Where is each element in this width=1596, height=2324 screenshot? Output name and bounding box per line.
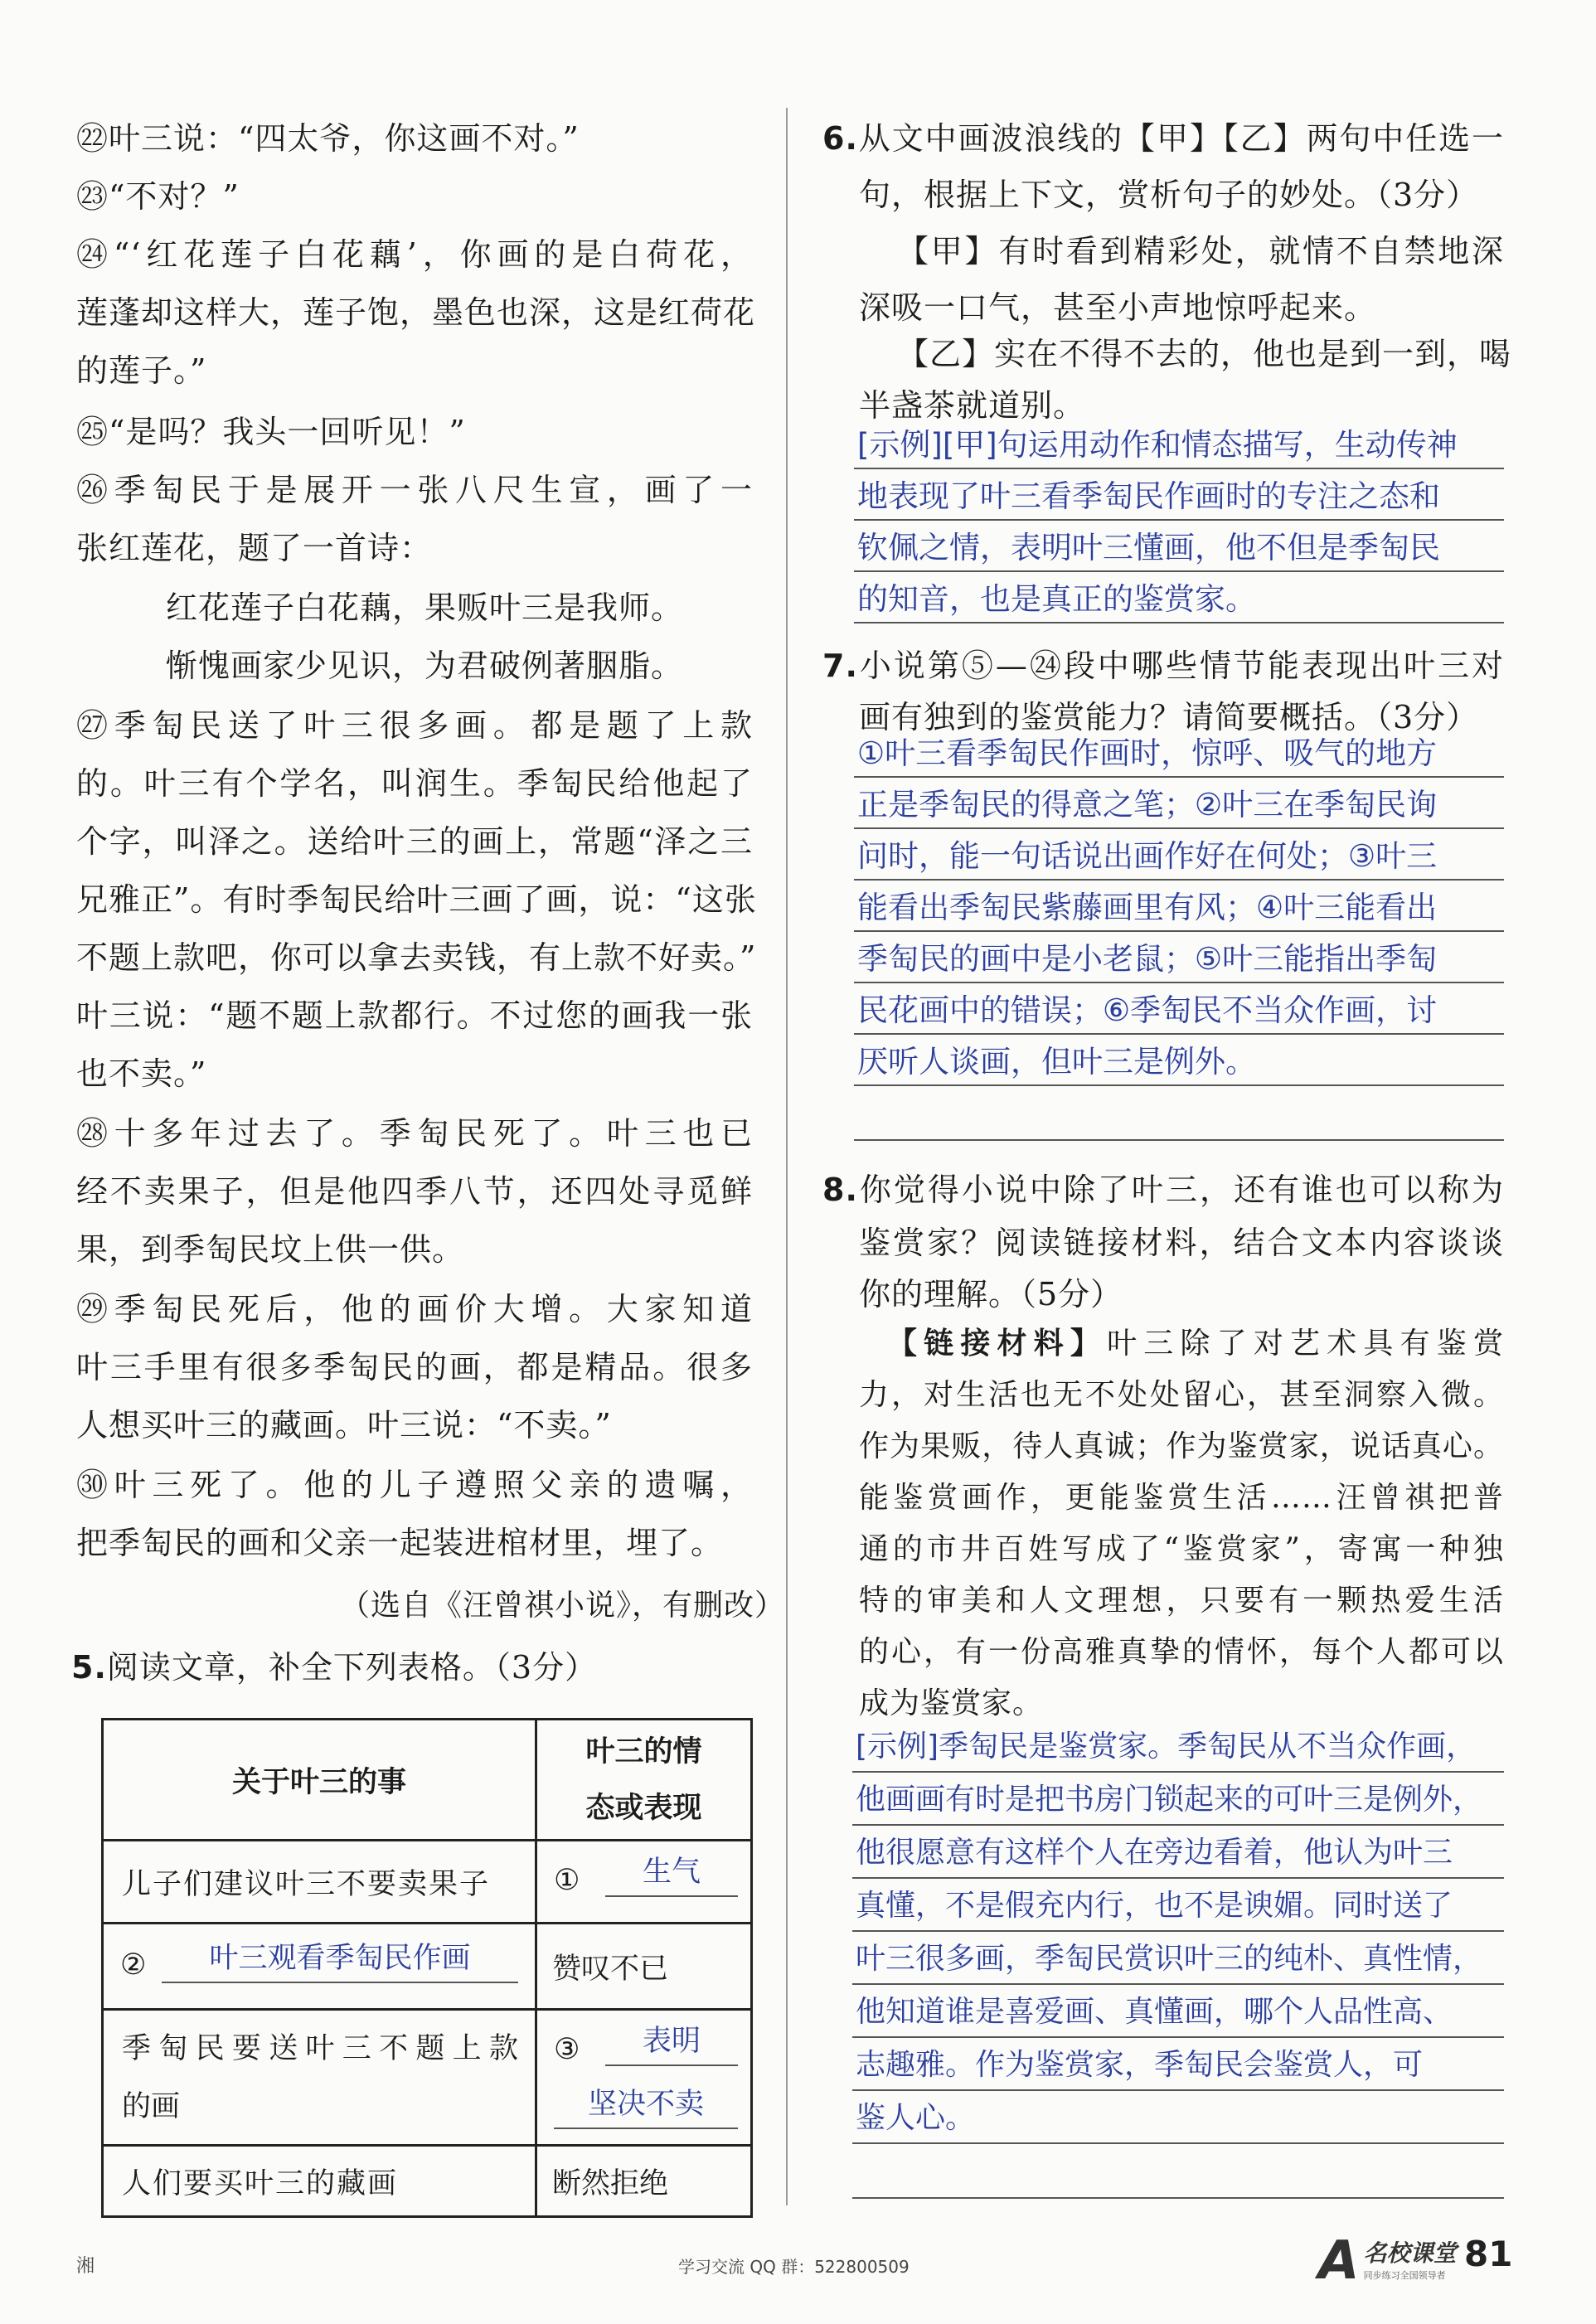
paragraph-27-line1: ㉗季匋民送了叶三很多画。都是题了上款 (76, 707, 753, 744)
blank-mark-3: ③ (554, 2032, 580, 2066)
paragraph-27-line6: 叶三说：“题不题上款都行。不过您的画我一张 (76, 997, 753, 1034)
table-cell-event (103, 2010, 536, 2146)
answer-q8-line8: 鉴人心。 (852, 2094, 1504, 2144)
link-material-line6: 特的审美和人文理想，只要有一颗热爱生活 (859, 1584, 1504, 1618)
table-cell-state: 赞叹不已 (536, 1924, 752, 2010)
paragraph-28-line1: ㉘十多年过去了。季匋民死了。叶三也已 (76, 1115, 753, 1152)
link-material-line5: 通的市井百姓写成了“鉴赏家”，寄寓一种独 (859, 1532, 1504, 1566)
answer-q7-line1: ①叶三看季匋民作画时，惊呼、吸气的地方 (854, 728, 1504, 778)
blank-mark-2: ② (120, 1948, 147, 1982)
answer-q8-line4: 真懂，不是假充内行，也不是谀媚。同时送了 (852, 1882, 1504, 1932)
table-cell-event: 儿子们建议叶三不要卖果子 (103, 1841, 536, 1924)
question-7-number: 7. (822, 648, 858, 684)
answer-q8-line6: 他知道谁是喜爱画、真懂画，哪个人品性高、 (852, 1988, 1504, 2038)
paragraph-27-line7: 也不卖。” (76, 1055, 207, 1092)
table-cell-event-line2: 的画 (122, 2089, 181, 2123)
paragraph-23: ㉓“不对？” (76, 178, 240, 215)
table-header-event: 关于叶三的事 (103, 1720, 536, 1841)
answer-q6-line4: 的知音，也是真正的鉴赏家。 (854, 574, 1504, 623)
answer-blank-1: 生气 (605, 1849, 738, 1897)
question-7-line1 (822, 640, 1504, 686)
paragraph-26-line2: 张红莲花，题了一首诗： (76, 530, 433, 566)
answer-q7-line3: 问时，能一句话说出画作好在何处；③叶三 (854, 831, 1504, 881)
paragraph-24-line1: ㉔“‘红花莲子白花藕’，你画的是白荷花， (76, 236, 753, 273)
column-divider (786, 108, 788, 2205)
paragraph-28-line3: 果，到季匋民坟上供一供。 (76, 1231, 465, 1268)
empty-answer-line (852, 2197, 1504, 2199)
answer-q8-line5: 叶三很多画，季匋民赏识叶三的纯朴、真性情， (852, 1935, 1504, 1985)
page-number: 81 (1464, 2234, 1513, 2274)
paragraph-25: ㉕“是吗？我头一回听见！” (76, 414, 466, 450)
table-cell-event: 人们要买叶三的藏画 (103, 2146, 536, 2217)
paragraph-26-line1: ㉖季匋民于是展开一张八尺生宣，画了一 (76, 472, 753, 508)
link-material-line1 (887, 1320, 1504, 1362)
question-7-text: 小说第⑤—㉔段中哪些情节能表现出叶三对 (857, 648, 1504, 684)
question-6-line2: 句，根据上下文，赏析句子的妙处。（3分） (859, 177, 1479, 213)
question-6-line1 (822, 113, 1504, 158)
answer-q8-line2: 他画画有时是把书房门锁起来的可叶三是例外， (852, 1776, 1504, 1826)
question-5-table (101, 1718, 753, 2218)
paragraph-24-line2: 莲蓬却这样大，莲子饱，墨色也深，这是红荷花 (76, 294, 756, 331)
link-material-line7: 的心，有一份高雅真挚的情怀，每个人都可以 (859, 1635, 1504, 1669)
answer-q7-line6: 民花画中的错误；⑥季匋民不当众作画，讨 (854, 985, 1504, 1035)
table-row (103, 1841, 752, 1924)
quote-yi-line1: 【乙】实在不得不去的，他也是到一到，喝 (897, 336, 1512, 372)
question-6-text: 从文中画波浪线的【甲】【乙】两句中任选一 (857, 120, 1504, 157)
link-material-line8: 成为鉴赏家。 (859, 1686, 1044, 1720)
answer-q8-line3: 他很愿意有这样个人在旁边看着，他认为叶三 (852, 1829, 1504, 1879)
answer-blank-3a: 表明 (605, 2018, 738, 2066)
link-material-line3: 作为果贩，待人真诚；作为鉴赏家，说话真心。 (859, 1429, 1504, 1463)
answer-q7-line2: 正是季匋民的得意之笔；②叶三在季匋民询 (854, 779, 1504, 829)
link-material-text: 叶三除了对艺术具有鉴赏 (1107, 1327, 1504, 1361)
question-5 (71, 1642, 597, 1687)
quote-yi-line2: 半盏茶就道别。 (859, 387, 1086, 424)
brand-name: 名校课堂 (1363, 2239, 1457, 2267)
paragraph-30-line2: 把季匋民的画和父亲一起装进棺材里，埋了。 (76, 1525, 724, 1561)
answer-blank-3b: 坚决不卖 (554, 2081, 738, 2129)
answer-q6-line2: 地表现了叶三看季匋民作画时的专注之态和 (854, 471, 1504, 521)
answer-q7-line4: 能看出季匋民紫藤画里有风；④叶三能看出 (854, 882, 1504, 932)
brand-logo (1318, 2230, 1457, 2292)
link-material-line2: 力，对生活也无不处处留心，甚至洞察入微。 (859, 1378, 1504, 1412)
brand-logo-letter-icon: A (1318, 2230, 1360, 2292)
table-row (103, 2146, 752, 2217)
table-header-state (536, 1720, 752, 1841)
question-8-line3: 你的理解。（5分） (859, 1276, 1123, 1312)
table-row (103, 1924, 752, 2010)
paragraph-29-line2: 叶三手里有很多季匋民的画，都是精品。很多 (76, 1349, 753, 1385)
question-8-line2: 鉴赏家？阅读链接材料，结合文本内容谈谈 (859, 1225, 1504, 1261)
footer-qq-group: 学习交流 QQ 群：522800509 (678, 2257, 910, 2277)
paragraph-28-line2: 经不卖果子，但是他四季八节，还四处寻觅鲜 (76, 1173, 753, 1210)
answer-q6-line3: 钦佩之情，表明叶三懂画，他不但是季匋民 (854, 522, 1504, 572)
answer-blank-2: 叶三观看季匋民作画 (162, 1935, 518, 1983)
brand-slogan: 同步练习全国领导者 (1363, 2270, 1446, 2281)
paragraph-30-line1: ㉚叶三死了。他的儿子遵照父亲的遗嘱， (76, 1467, 753, 1503)
question-8-number: 8. (822, 1172, 858, 1208)
answer-q7-line7: 厌听人谈画，但叶三是例外。 (854, 1036, 1504, 1086)
question-5-number: 5. (71, 1649, 107, 1686)
table-row (103, 2010, 752, 2146)
paragraph-29-line1: ㉙季匋民死后，他的画价大增。大家知道 (76, 1291, 753, 1327)
paragraph-27-line2: 的。叶三有个学名，叫润生。季匋民给他起了 (76, 765, 753, 802)
quote-jia-line1: 【甲】有时看到精彩处，就情不自禁地深 (897, 233, 1504, 269)
paragraph-27-line3: 个字，叫泽之。送给叶三的画上，常题“泽之三 (76, 823, 753, 860)
table-cell-state: 断然拒绝 (536, 2146, 752, 2217)
question-8-line1 (822, 1164, 1504, 1210)
empty-answer-line (854, 1139, 1504, 1141)
poem-line2: 惭愧画家少见识，为君破例著胭脂。 (166, 648, 684, 684)
answer-q8-line1: [示例]季匋民是鉴赏家。季匋民从不当众作画， (852, 1723, 1504, 1773)
answer-q7-line5: 季匋民的画中是小老鼠；⑤叶三能指出季匋 (854, 934, 1504, 983)
question-6-number: 6. (822, 120, 858, 157)
table-cell-event (103, 1924, 536, 2010)
paragraph-29-line3: 人想买叶三的藏画。叶三说：“不卖。” (76, 1407, 612, 1443)
link-material-label: 【链接材料】 (887, 1327, 1108, 1361)
paragraph-27-line5: 不题上款吧，你可以拿去卖钱，有上款不好卖。” (76, 939, 757, 976)
quote-jia-line2: 深吸一口气，甚至小声地惊呼起来。 (859, 289, 1377, 326)
paragraph-22: ㉒叶三说：“四太爷，你这画不对。” (76, 120, 580, 157)
table-cell-state (536, 2010, 752, 2146)
table-header-state-line2: 态或表现 (585, 1791, 702, 1825)
question-7-line2: 画有独到的鉴赏能力？请简要概括。（3分） (859, 699, 1479, 735)
question-5-text: 阅读文章，补全下列表格。（3分） (106, 1649, 598, 1686)
table-cell-event-line1: 季匋民要送叶三不题上款 (122, 2031, 520, 2065)
table-header-state-line1: 叶三的情 (585, 1735, 702, 1768)
answer-q6-line1: [示例][甲]句运用动作和情态描写，生动传神 (854, 420, 1504, 469)
source-note: （选自《汪曾祺小说》，有删改） (340, 1589, 786, 1623)
question-8-text: 你觉得小说中除了叶三，还有谁也可以称为 (857, 1172, 1504, 1208)
table-cell-state (536, 1841, 752, 1924)
link-material-line4: 能鉴赏画作，更能鉴赏生活……汪曾祺把普 (859, 1481, 1504, 1515)
blank-mark-1: ① (554, 1863, 580, 1897)
paragraph-27-line4: 兄雅正”。有时季匋民给叶三画了画，说：“这张 (76, 881, 757, 918)
answer-q8-line7: 志趣雅。作为鉴赏家，季匋民会鉴赏人，可 (852, 2041, 1504, 2091)
poem-line1: 红花莲子白花藕，果贩叶三是我师。 (166, 589, 684, 626)
footer-region-mark: 湘 (76, 2256, 95, 2277)
paragraph-24-line3: 的莲子。” (76, 352, 207, 389)
